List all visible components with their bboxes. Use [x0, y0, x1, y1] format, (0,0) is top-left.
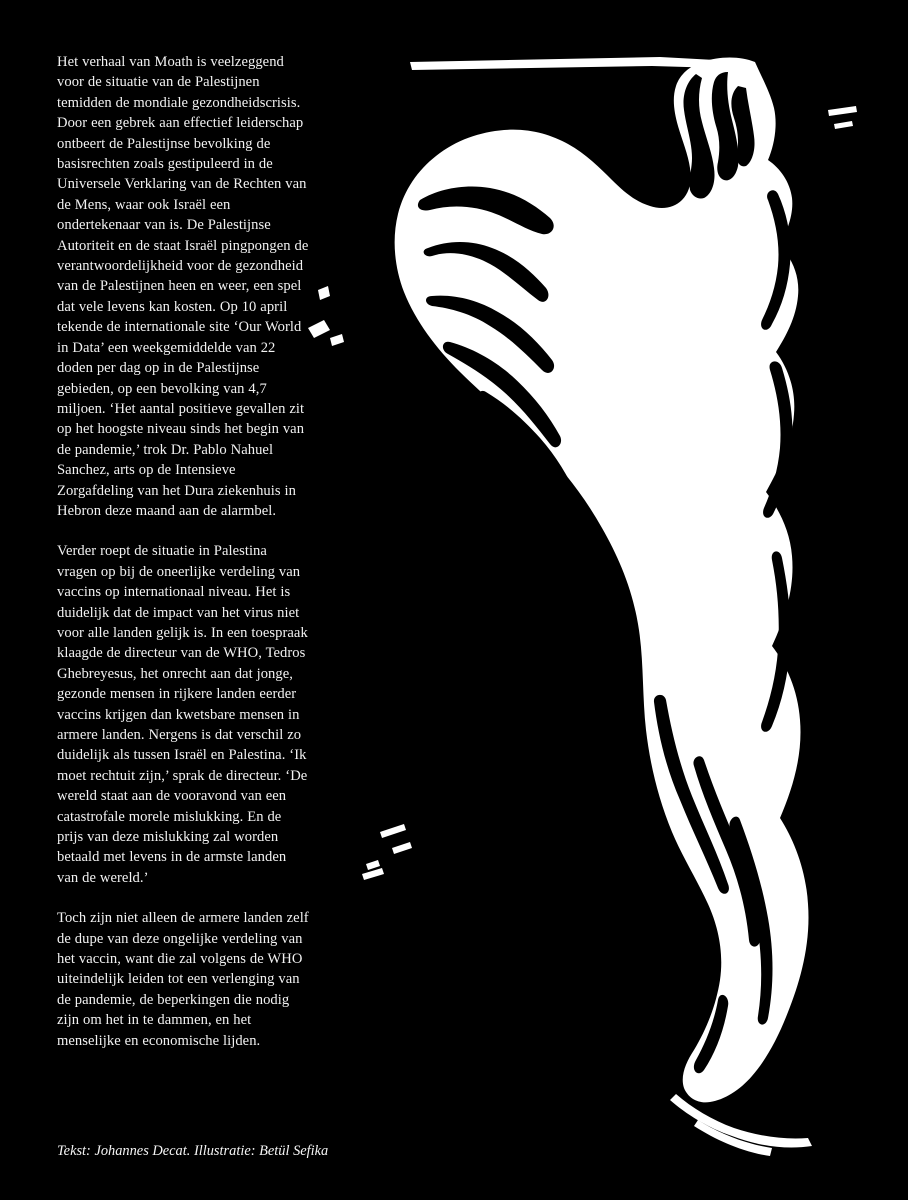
article-paragraph-3: Toch zijn niet alleen de armere landen zelf de dupe van deze ongelijke verdeling van het vaccin, want die zal volgens de WHO uiteindelijk leiden tot een verlenging van de pandemie, de beperkingen die nodig zijn om het in te dammen, en het menselijke en economische lijden.	[57, 910, 309, 1049]
article-paragraph-1: Het verhaal van Moath is veelzeggend voor de situatie van de Palestijnen temidden de mondiale gezondheidscrisis. Door een gebrek aan effectief leiderschap ontbeert de Palestijnse bevolking de basisrechten zoals gestipuleerd in de Universele Verklaring van de Rechten van de Mens, waar ook Israël een ondertekenaar van is. De Palestijnse Autoriteit en de staat Israël pingpongen de verantwoordelijkheid voor de gezondheid van de Palestijnen heen en weer, een spel dat vele levens kan kosten. Op 10 april tekende de internationale site ‘Our World in Data’ een weekgemiddelde van 22 doden per dag op in de Palestijnse gebieden, op een bevolking van 4,7 miljoen. ‘Het aantal positieve gevallen zit op het hoogste niveau sinds het begin van de pandemie,’ trok Dr. Pablo Nahuel Sanchez, arts op de Intensieve Zorgafdeling van het Dura ziekenhuis in Hebron deze maand aan de alarmbel.	[57, 54, 309, 519]
article-text-column	[57, 52, 309, 1051]
credit-line: Tekst: Johannes Decat. Illustratie: Betül Sefika	[57, 1143, 329, 1159]
article-paragraph-2: Verder roept de situatie in Palestina vragen op bij de oneerlijke verdeling van vaccins op internationaal niveau. Het is duidelijk dat de impact van het virus niet voor alle landen gelijk is. In een toespraak klaagde de directeur van de WHO, Tedros Ghebreyesus, het onrecht aan dat jonge, gezonde mensen in rijkere landen eerder vaccins krijgen dan kwetsbare mensen in armere landen. Nergens is dat verschil zo duidelijk als tussen Israël en Palestina. ‘Ik moet rechtuit zijn,’ sprak de directeur. ‘De wereld staat aan de vooravond van een catastrofale morele mislukking. En de prijs van deze mislukking zal worden betaald met levens in de armste landen van de wereld.’	[57, 543, 308, 886]
hand-arm-woodcut-illustration	[300, 0, 908, 1200]
